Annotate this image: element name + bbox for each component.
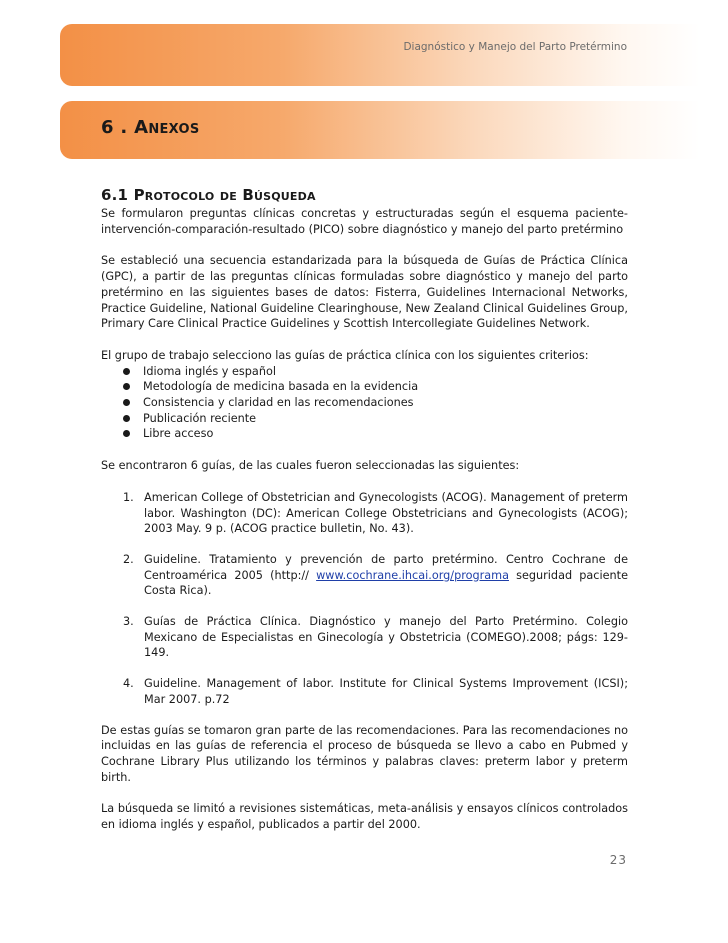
list-item-text: Publicación reciente bbox=[143, 411, 257, 425]
reference-number: 4. bbox=[123, 677, 134, 691]
running-title: Diagnóstico y Manejo del Parto Pretérmino bbox=[403, 41, 627, 53]
header-band bbox=[60, 24, 700, 86]
reference-text: Guideline. Management of labor. Institute for Clinical Systems Improvement (ICSI); Mar 2007. p.72 bbox=[144, 677, 628, 706]
paragraph-guides-found: Se encontraron 6 guías, de las cuales fueron seleccionadas las siguientes: bbox=[101, 459, 520, 473]
reference-text: Guideline. Tratamiento y prevención de parto pretérmino. Centro Cochrane de Centroamérica 2005 (http:// bbox=[144, 552, 628, 582]
list-item bbox=[123, 395, 628, 411]
reference-text: Guías de Práctica Clínica. Diagnóstico y manejo del Parto Pretérmino. Colegio Mexicano de Especialistas en Ginecología y Obstetricia (COMEGO).2008; págs: 129-149. bbox=[144, 615, 628, 660]
list-item bbox=[123, 379, 628, 395]
list-item-text: Metodología de medicina basada en la evidencia bbox=[143, 380, 419, 394]
list-item bbox=[123, 411, 628, 427]
reference-number: 1. bbox=[123, 490, 134, 504]
reference-item bbox=[101, 614, 628, 661]
body-content bbox=[101, 206, 628, 849]
paragraph-search-sequence: Se estableció una secuencia estandarizada para la búsqueda de Guías de Práctica Clínica (GPC), a partir de las preguntas clínicas formuladas sobre diagnóstico y manejo del parto pretérmino en las siguientes bases de datos: Fisterra, Guidelines Internacional Networks, Practice Guideline, National Guideline Clearinghouse, New Zealand Clinical Guidelines Group, Primary Care Clinical Practice Guidelines y Scottish Intercollegiate Guidelines Network. bbox=[101, 254, 628, 331]
paragraph-pico: Se formularon preguntas clínicas concretas y estructuradas según el esquema paciente-intervención-comparación-resultado (PICO) sobre diagnóstico y manejo del parto pretérmino bbox=[101, 207, 628, 236]
list-item-text: Libre acceso bbox=[143, 427, 214, 441]
bullet-icon bbox=[123, 368, 130, 375]
reference-item bbox=[101, 676, 628, 707]
reference-number: 3. bbox=[123, 615, 134, 629]
reference-item bbox=[101, 490, 628, 537]
reference-text: American College of Obstetrician and Gynecologists (ACOG). Management of preterm labor. Washington (DC): American College Obstetricians and Gynecologists (ACOG); 2003 May. 9 p. (ACOG practice bulletin, No. 43). bbox=[144, 490, 628, 536]
reference-number: 2. bbox=[123, 552, 134, 566]
reference-text-tail: seguridad paciente Costa Rica). bbox=[144, 568, 628, 598]
list-item-text: Idioma inglés y español bbox=[143, 364, 276, 378]
paragraph-search-sources: De estas guías se tomaron gran parte de las recomendaciones. Para las recomendaciones no incluidas en las guías de referencia el proceso de búsqueda se llevo a cabo en Pubmed y Cochrane Library Plus utilizando los términos y palabras claves: preterm labor y preterm birth. bbox=[101, 723, 628, 784]
bullet-icon bbox=[123, 415, 130, 422]
page-number: 23 bbox=[609, 853, 627, 867]
reference-item bbox=[101, 552, 628, 599]
criteria-list bbox=[101, 364, 628, 443]
reference-list bbox=[101, 490, 628, 708]
cochrane-link[interactable]: www.cochrane.ihcai.org/programa bbox=[316, 568, 509, 582]
subsection-title: 6.1 Protocolo de Búsqueda bbox=[101, 186, 316, 204]
list-item-text: Consistencia y claridad en las recomendaciones bbox=[143, 396, 414, 410]
bullet-icon bbox=[123, 430, 130, 437]
section-title: 6 . Anexos bbox=[101, 117, 200, 138]
list-item bbox=[123, 426, 628, 442]
bullet-icon bbox=[123, 383, 130, 390]
list-item bbox=[123, 364, 628, 380]
bullet-icon bbox=[123, 399, 130, 406]
paragraph-search-limits: La búsqueda se limitó a revisiones sistemáticas, meta-análisis y ensayos clínicos controlados en idioma inglés y español, publicados a partir del 2000. bbox=[101, 802, 628, 832]
paragraph-criteria-intro: El grupo de trabajo selecciono las guías de práctica clínica con los siguientes criterios: bbox=[101, 348, 589, 362]
